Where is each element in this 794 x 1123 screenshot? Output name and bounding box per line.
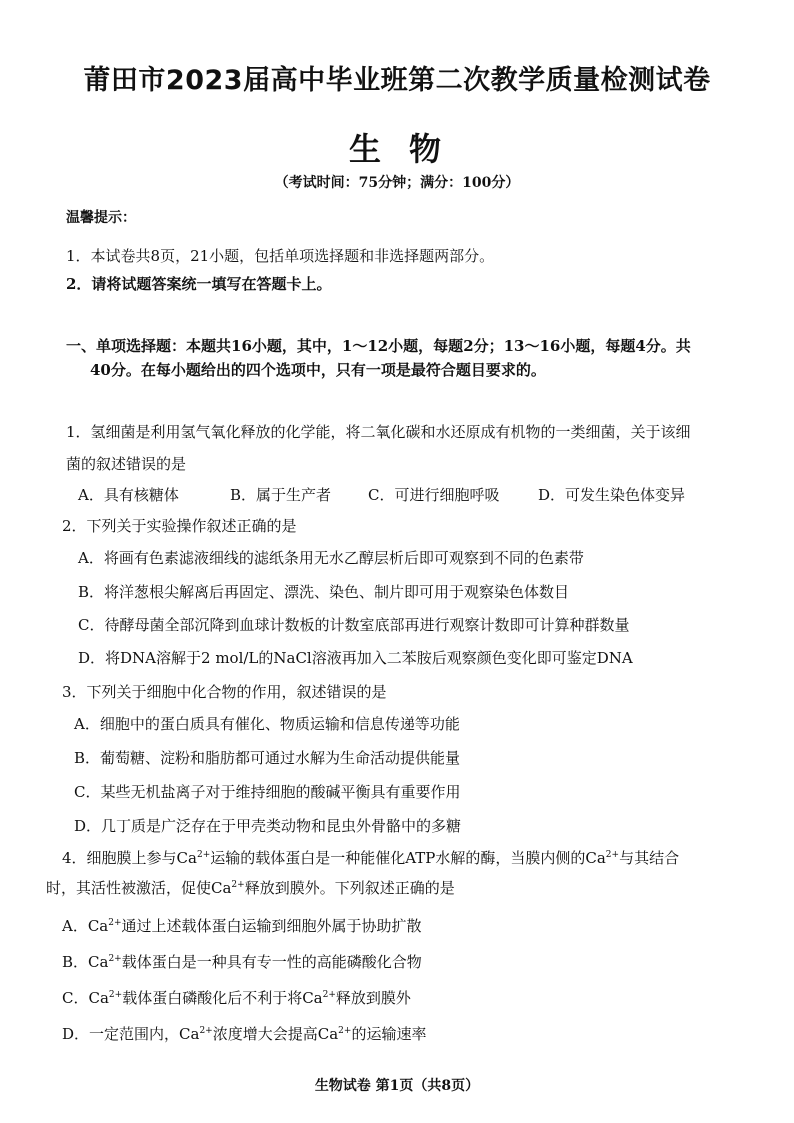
option-a	[62, 916, 422, 936]
option-b: B．葡萄糖、淀粉和脂肪都可通过水解为生命活动提供能量	[74, 749, 461, 767]
option-b: B．属于生产者	[230, 486, 332, 504]
superscript: 2+	[199, 1026, 213, 1036]
subject-title: 生物	[348, 130, 469, 168]
section-heading-line1: 一、单项选择题：本题共16小题，其中，1～12小题，每题2分；13～16小题，每题4分。共	[66, 337, 691, 355]
tip-item: 1．本试卷共8页，21小题，包括单项选择题和非选择题两部分。	[66, 247, 495, 265]
page-footer: 生物试卷 第1页（共8页）	[314, 1078, 480, 1094]
text-fragment: 通过上述载体蛋白运输到细胞外属于协助扩散	[121, 917, 422, 935]
option-c: C．可进行细胞呼吸	[368, 486, 500, 504]
question-1-stem-cont: 菌的叙述错误的是	[66, 455, 187, 473]
question-1-stem: 1．氢细菌是利用氢气氧化释放的化学能，将二氧化碳和水还原成有机物的一类细菌，关于该细	[66, 423, 691, 441]
text-fragment: 的运输速率	[351, 1025, 427, 1043]
option-d: D．可发生染色体变异	[538, 486, 686, 504]
text-fragment: 运输的载体蛋白是一种能催化ATP水解的酶，当膜内侧的Ca	[210, 849, 606, 867]
exam-title: 莆田市2023届高中毕业班第二次教学质量检测试卷	[83, 65, 711, 96]
text-fragment: 与其结合	[619, 849, 680, 867]
question-4-stem	[62, 848, 679, 868]
option-a: A．细胞中的蛋白质具有催化、物质运输和信息传递等功能	[74, 715, 460, 733]
superscript: 2+	[196, 850, 211, 860]
text-fragment: A．Ca	[62, 917, 109, 935]
option-a: A．具有核糖体	[78, 486, 179, 504]
text-fragment: 浓度增大会提高Ca	[212, 1025, 339, 1043]
option-a: A．将画有色素滤液细线的滤纸条用无水乙醇层析后即可观察到不同的色素带	[78, 549, 584, 567]
superscript: 2+	[322, 990, 336, 1000]
question-4-stem-cont	[46, 878, 455, 898]
option-b	[62, 952, 422, 972]
superscript: 2+	[605, 850, 620, 860]
text-fragment: 时，其活性被激活，促使Ca	[46, 879, 232, 897]
text-fragment: 载体蛋白是一种具有专一性的高能磷酸化合物	[121, 953, 422, 971]
option-b: B．将洋葱根尖解离后再固定、漂洗、染色、制片即可用于观察染色体数目	[78, 583, 570, 601]
superscript: 2+	[108, 954, 122, 964]
option-d: D．几丁质是广泛存在于甲壳类动物和昆虫外骨骼中的多糖	[74, 817, 462, 835]
option-d	[62, 1024, 426, 1044]
text-fragment: 载体蛋白磷酸化后不利于将Ca	[122, 989, 323, 1007]
text-fragment: 4．细胞膜上参与Ca	[62, 849, 197, 867]
option-c: C．待酵母菌全部沉降到血球计数板的计数室底部再进行观察计数即可计算种群数量	[78, 616, 630, 634]
option-d: D．将DNA溶解于2 mol/L的NaCl溶液再加入二苯胺后观察颜色变化即可鉴定DNA	[78, 649, 633, 667]
superscript: 2+	[108, 990, 123, 1000]
superscript: 2+	[338, 1026, 352, 1036]
section-heading-line2: 40分。在每小题给出的四个选项中，只有一项是最符合题目要求的。	[90, 361, 546, 379]
text-fragment: 释放到膜外。下列叙述正确的是	[244, 879, 455, 897]
question-3-stem: 3．下列关于细胞中化合物的作用，叙述错误的是	[62, 683, 387, 701]
superscript: 2+	[108, 918, 122, 928]
text-fragment: B．Ca	[62, 953, 109, 971]
superscript: 2+	[231, 880, 245, 890]
question-2-stem: 2．下列关于实验操作叙述正确的是	[62, 517, 297, 535]
option-c	[62, 988, 411, 1008]
tip-item: 2．请将试题答案统一填写在答题卡上。	[66, 275, 332, 293]
text-fragment: C．Ca	[62, 989, 109, 1007]
text-fragment: D．一定范围内，Ca	[62, 1025, 200, 1043]
tips-heading: 温馨提示：	[66, 210, 136, 226]
exam-info: （考试时间：75分钟；满分：100分）	[274, 175, 520, 191]
option-c: C．某些无机盐离子对于维持细胞的酸碱平衡具有重要作用	[74, 783, 461, 801]
text-fragment: 释放到膜外	[335, 989, 411, 1007]
